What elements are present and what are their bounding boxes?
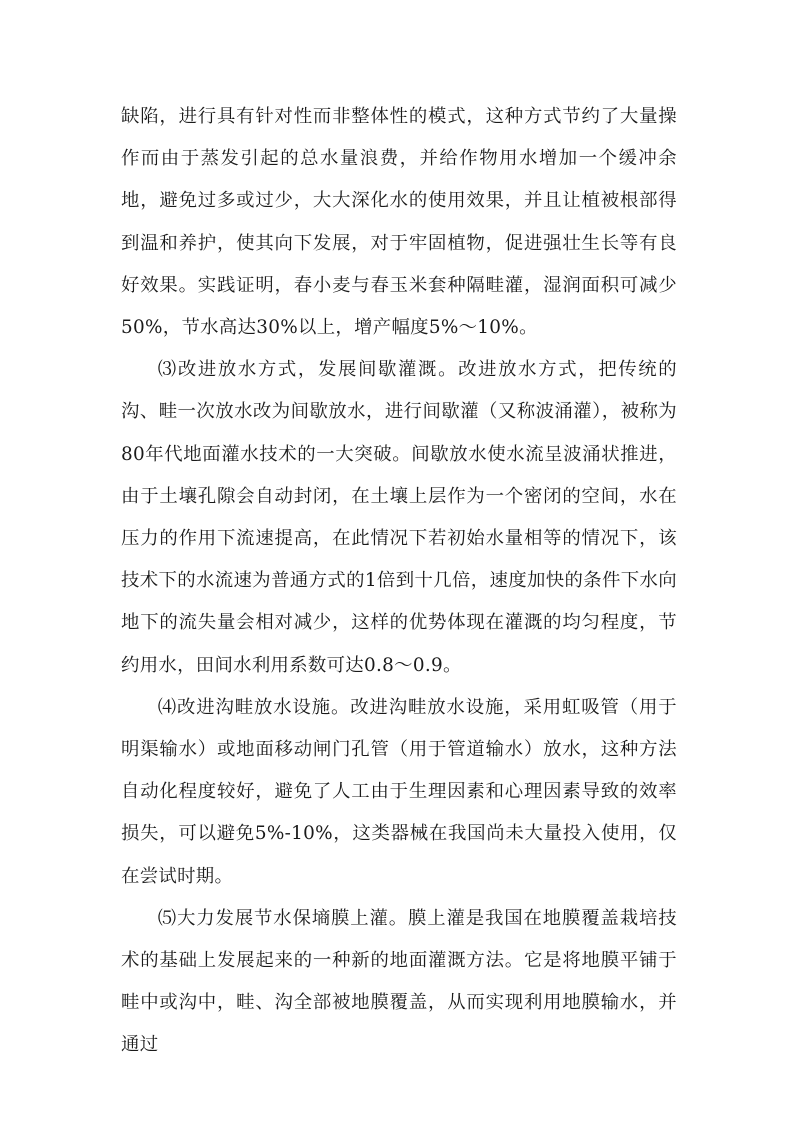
paragraph-film-irrigation: ⑸大力发展节水保墒膜上灌。膜上灌是我国在地膜覆盖栽培技术的基础上发展起来的一种新的地面灌溉方法。它是将地膜平铺于畦中或沟中，畦、沟全部被地膜覆盖，从而实现利用地膜输水，并通过 [121, 907, 677, 1056]
document-body [121, 96, 677, 1067]
paragraph-furrow-facilities: ⑷改进沟畦放水设施。改进沟畦放水设施，采用虹吸管（用于明渠输水）或地面移动闸门孔管（用于管道输水）放水，这种方法自动化程度较好，避免了人工由于生理因素和心理因素导致的效率损失，可以避免5%-10%，这类器械在我国尚未大量投入使用，仅在尝试时期。 [121, 696, 677, 887]
paragraph-intermittent-irrigation: ⑶改进放水方式，发展间歇灌溉。改进放水方式，把传统的沟、畦一次放水改为间歇放水，进行间歇灌（又称波涌灌），被称为80年代地面灌水技术的一大突破。间歇放水使水流呈波涌状推进，由于土壤孔隙会自动封闭，在土壤上层作为一个密闭的空间，水在压力的作用下流速提高，在此情况下若初始水量相等的情况下，该技术下的水流速为普通方式的1倍到十几倍，速度加快的条件下水向地下的流失量会相对减少，这样的优势体现在灌溉的均匀程度，节约用水，田间水利用系数可达0.8～0.9。 [121, 359, 677, 676]
paragraph-continuation: 缺陷，进行具有针对性而非整体性的模式，这种方式节约了大量操作而由于蒸发引起的总水量浪费，并给作物用水增加一个缓冲余地，避免过多或过少，大大深化水的使用效果，并且让植被根部得到温和养护，使其向下发展，对于牢固植物，促进强壮生长等有良好效果。实践证明，春小麦与春玉米套种隔畦灌，湿润面积可减少50%，节水高达30%以上，增产幅度5%～10%。 [121, 106, 677, 339]
